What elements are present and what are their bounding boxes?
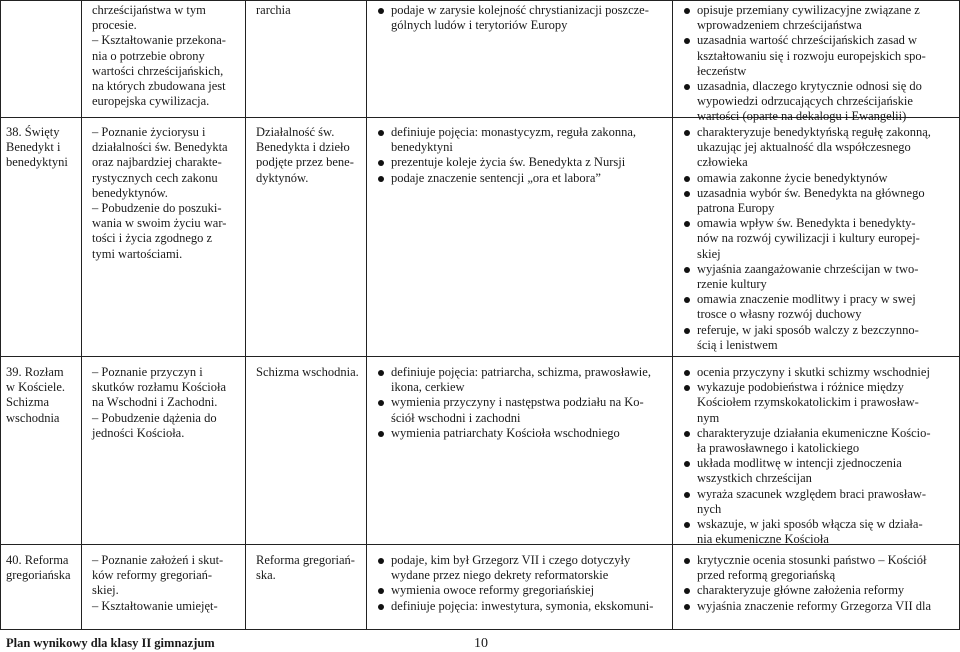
- requirement-line: przed reformą gregoriańską: [697, 568, 836, 583]
- text-line: wartości chrześcijańskich,: [92, 63, 224, 78]
- text-line: oraz najbardziej charakte-: [92, 155, 222, 170]
- requirement-line: rzenie kultury: [697, 277, 767, 292]
- requirement-line: wymienia przyczyny i następstwa podziału na Ko-: [391, 395, 644, 410]
- text-line: Działalność św.: [256, 125, 335, 139]
- requirement-line: ukazując jej aktualność dla współczesnego: [697, 140, 911, 155]
- requirement-item: [683, 3, 926, 33]
- column-divider: [672, 0, 673, 630]
- table-border-bottom: [0, 629, 960, 630]
- requirement-item: [683, 583, 931, 598]
- row-0-goals: [92, 3, 226, 109]
- requirement-line: wyraża szacunek względem braci prawosław-: [697, 486, 927, 501]
- text-line: – Pobudzenie dążenia do: [92, 410, 217, 425]
- text-line: benedyktyni: [6, 155, 68, 170]
- text-line: tymi wartościami.: [92, 246, 183, 261]
- requirement-line: ścią i lenistwem: [697, 337, 778, 352]
- requirement-item: [683, 426, 931, 456]
- requirement-line: wypowiedzi odrzucających chrześcijańskie: [697, 94, 913, 109]
- requirement-line: definiuje pojęcia: monastycyzm, reguła zakonna,: [391, 125, 637, 139]
- requirement-line: ocenia przyczyny i skutki schizmy wschodniej: [697, 365, 930, 379]
- row-2-basic-requirements: [377, 365, 651, 441]
- text-line: Schizma wschodnia.: [256, 365, 359, 379]
- requirement-line: podaje znaczenie sentencji „ora et labora”: [391, 170, 601, 185]
- text-line: jedności Kościoła.: [92, 425, 185, 440]
- row-0-basic-requirements: [377, 3, 649, 33]
- text-line: gregoriańska: [6, 568, 71, 583]
- row-0-content: [256, 3, 291, 18]
- footer-title: Plan wynikowy dla klasy II gimnazjum: [6, 636, 215, 650]
- requirement-item: [377, 155, 636, 170]
- requirement-line: podaje, kim był Grzegorz VII i czego dotyczyły: [391, 553, 631, 567]
- text-line: – Kształtowanie umiejęt-: [92, 598, 218, 613]
- requirement-line: uzasadnia wartość chrześcijańskich zasad w: [697, 33, 918, 48]
- column-divider: [81, 0, 82, 630]
- requirement-item: [683, 365, 931, 380]
- text-line: Reforma gregoriań-: [256, 553, 355, 567]
- requirement-line: trosce o własny rozwój duchowy: [697, 307, 862, 322]
- requirement-line: kształtowaniu się i rozwoju europejskich spo-: [697, 48, 926, 63]
- requirement-line: człowieka: [697, 155, 748, 170]
- text-line: procesie.: [92, 18, 137, 33]
- requirement-line: patrona Europy: [697, 201, 775, 216]
- text-line: 40. Reforma: [6, 553, 69, 567]
- requirement-line: wymienia patriarchaty Kościoła wschodniego: [391, 425, 620, 440]
- text-line: – Poznanie założeń i skut-: [92, 553, 224, 567]
- text-line: skutków rozłamu Kościoła: [92, 380, 227, 395]
- requirement-line: nów na rozwój cywilizacji i kultury europej-: [697, 231, 920, 246]
- requirement-line: wprowadzeniem chrześcijaństwa: [697, 18, 862, 33]
- row-3-content: [256, 553, 355, 583]
- text-line: tości i życia zgodnego z: [92, 231, 213, 246]
- row-1-goals: [92, 125, 228, 262]
- requirement-line: skiej: [697, 246, 721, 261]
- row-3-extended-requirements: [683, 553, 931, 614]
- text-line: dyktynów.: [256, 170, 309, 185]
- requirement-item: [377, 125, 636, 155]
- requirement-line: benedyktyni: [391, 140, 453, 155]
- row-1-basic-requirements: [377, 125, 636, 186]
- text-line: w Kościele.: [6, 380, 66, 395]
- requirement-line: podaje w zarysie kolejność chrystianizacji poszcze-: [391, 3, 649, 17]
- requirement-line: gólnych ludów i terytoriów Europy: [391, 18, 568, 33]
- text-line: 38. Święty: [6, 125, 60, 139]
- requirement-line: nych: [697, 501, 722, 516]
- text-line: – Pobudzenie do poszuki-: [92, 201, 222, 216]
- requirement-item: [683, 380, 931, 426]
- text-line: wschodnia: [6, 410, 60, 425]
- requirement-line: omawia znaczenie modlitwy i pracy w swej: [697, 292, 916, 307]
- row-2-extended-requirements: [683, 365, 931, 547]
- requirement-line: krytycznie ocenia stosunki państwo – Kościół: [697, 553, 927, 567]
- text-line: na których zbudowana jest: [92, 79, 226, 94]
- text-line: wania w swoim życiu war-: [92, 216, 227, 231]
- requirement-line: wyjaśnia zaangażowanie chrześcijan w two-: [697, 261, 919, 276]
- requirement-line: omawia wpływ św. Benedykta i benedykty-: [697, 216, 916, 231]
- requirement-item: [377, 395, 651, 425]
- row-2-goals: [92, 365, 226, 441]
- requirement-item: [683, 33, 926, 79]
- text-line: benedyktynów.: [92, 185, 168, 200]
- requirement-line: referuje, w jaki sposób walczy z bezczynno-: [697, 322, 919, 337]
- requirement-item: [683, 517, 931, 547]
- requirement-line: ściół wschodni i zachodni: [391, 410, 521, 425]
- requirement-line: definiuje pojęcia: patriarcha, schizma, prawosławie,: [391, 365, 651, 379]
- requirement-line: charakteryzuje benedyktyńską regułę zakonną,: [697, 125, 931, 139]
- requirement-item: [683, 262, 931, 292]
- text-line: europejska cywilizacja.: [92, 94, 210, 109]
- row-3-basic-requirements: [377, 553, 653, 614]
- requirement-line: wyjaśnia znaczenie reformy Grzegorza VII dla: [697, 598, 932, 613]
- row-3-goals: [92, 553, 223, 614]
- requirement-item: [683, 292, 931, 322]
- requirement-item: [377, 599, 653, 614]
- requirement-item: [377, 3, 649, 33]
- requirement-line: definiuje pojęcia: inwestytura, symonia, ekskomuni-: [391, 598, 654, 613]
- requirement-item: [377, 171, 636, 186]
- requirement-item: [377, 583, 653, 598]
- text-line: nia o potrzebie obrony: [92, 48, 205, 63]
- requirement-line: omawia zakonne życie benedyktynów: [697, 170, 888, 185]
- requirement-item: [683, 323, 931, 353]
- requirement-line: łeczeństw: [697, 63, 747, 78]
- column-divider: [245, 0, 246, 630]
- requirement-line: wydane przez niego dekrety reformatorskie: [391, 568, 609, 583]
- text-line: podjęte przez bene-: [256, 155, 354, 170]
- text-line: chrześcijaństwa w tym: [92, 3, 206, 17]
- requirement-line: układa modlitwę w intencji zjednoczenia: [697, 456, 902, 471]
- requirement-item: [683, 553, 931, 583]
- requirement-line: wszystkich chrześcijan: [697, 471, 812, 486]
- requirement-line: prezentuje koleje życia św. Benedykta z Nursji: [391, 155, 626, 170]
- row-0-extended-requirements: [683, 3, 926, 125]
- requirement-line: wskazuje, w jaki sposób włącza się w działa-: [697, 517, 923, 532]
- text-line: Schizma: [6, 395, 50, 410]
- text-line: Benedykt i: [6, 140, 61, 155]
- text-line: 39. Rozłam: [6, 365, 64, 379]
- requirement-line: nia ekumeniczne Kościoła: [697, 532, 829, 547]
- requirement-item: [377, 426, 651, 441]
- requirement-line: ikona, cerkiew: [391, 380, 465, 395]
- text-line: rarchia: [256, 3, 291, 17]
- requirement-item: [683, 456, 931, 486]
- requirement-line: opisuje przemiany cywilizacyjne związane z: [697, 3, 920, 17]
- requirement-line: charakteryzuje działania ekumeniczne Kościo-: [697, 425, 931, 440]
- requirement-item: [683, 599, 931, 614]
- text-line: rystycznych cech zakonu: [92, 170, 218, 185]
- text-line: na Wschodni i Zachodni.: [92, 395, 218, 410]
- requirement-item: [683, 216, 931, 262]
- requirement-line: uzasadnia wybór św. Benedykta na głównego: [697, 185, 925, 200]
- text-line: – Poznanie przyczyn i: [92, 365, 203, 379]
- text-line: – Poznanie życiorysu i: [92, 125, 206, 139]
- requirement-line: wartości (oparte na dekalogu i Ewangelii): [697, 109, 907, 124]
- text-line: skiej.: [92, 583, 119, 598]
- requirement-line: ła prawosławnego i katolickiego: [697, 441, 860, 456]
- text-line: – Kształtowanie przekona-: [92, 33, 226, 48]
- requirement-item: [683, 487, 931, 517]
- requirement-item: [683, 79, 926, 125]
- requirement-line: Kościołem rzymskokatolickim i prawosław-: [697, 395, 919, 410]
- requirement-item: [683, 125, 931, 171]
- text-line: działalności św. Benedykta: [92, 140, 228, 155]
- column-divider: [366, 0, 367, 630]
- row-1-content: [256, 125, 354, 186]
- row-1-topic: [6, 125, 68, 171]
- page-number: 10: [474, 636, 488, 651]
- requirement-item: [683, 171, 931, 186]
- row-3-topic: [6, 553, 71, 583]
- row-divider: [0, 356, 960, 357]
- requirement-line: wymienia owoce reformy gregoriańskiej: [391, 583, 595, 598]
- requirement-line: wykazuje podobieństwa i różnice między: [697, 380, 904, 395]
- requirement-line: uzasadnia, dlaczego krytycznie odnosi się do: [697, 79, 922, 94]
- table-border-left: [0, 0, 1, 630]
- text-line: Benedykta i dzieło: [256, 140, 350, 155]
- text-line: ska.: [256, 568, 276, 583]
- row-2-content: [256, 365, 359, 380]
- row-divider: [0, 0, 960, 1]
- requirement-line: nym: [697, 410, 720, 425]
- row-2-topic: [6, 365, 65, 426]
- requirement-item: [683, 186, 931, 216]
- requirement-item: [377, 553, 653, 583]
- requirement-item: [377, 365, 651, 395]
- requirement-line: charakteryzuje główne założenia reformy: [697, 583, 905, 598]
- row-1-extended-requirements: [683, 125, 931, 353]
- text-line: ków reformy gregoriań-: [92, 568, 213, 583]
